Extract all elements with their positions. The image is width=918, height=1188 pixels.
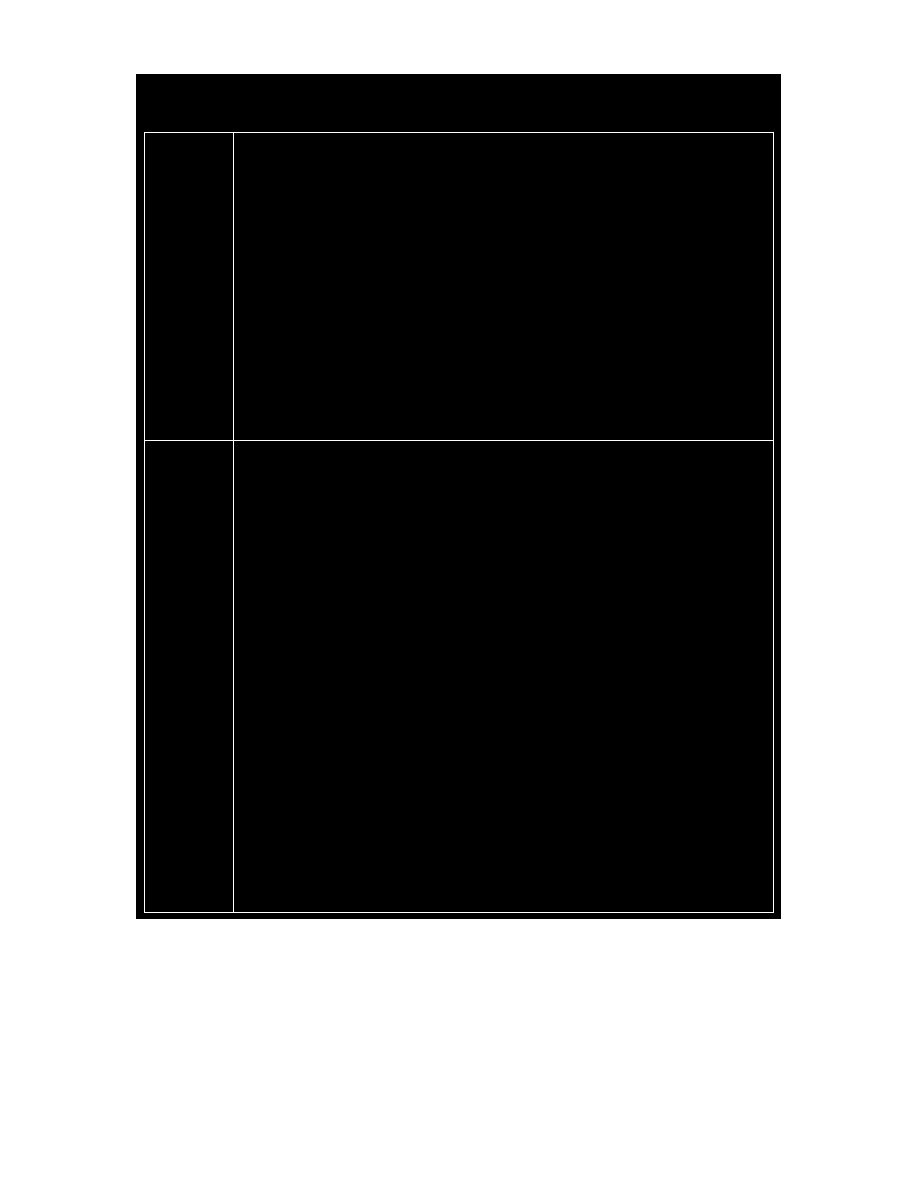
- column-divider: [233, 133, 234, 440]
- service-data-sheet: [136, 74, 781, 919]
- column-divider: [233, 441, 234, 912]
- wheel-alignment-table: [144, 440, 774, 913]
- inflation-pressure-table: [144, 132, 774, 441]
